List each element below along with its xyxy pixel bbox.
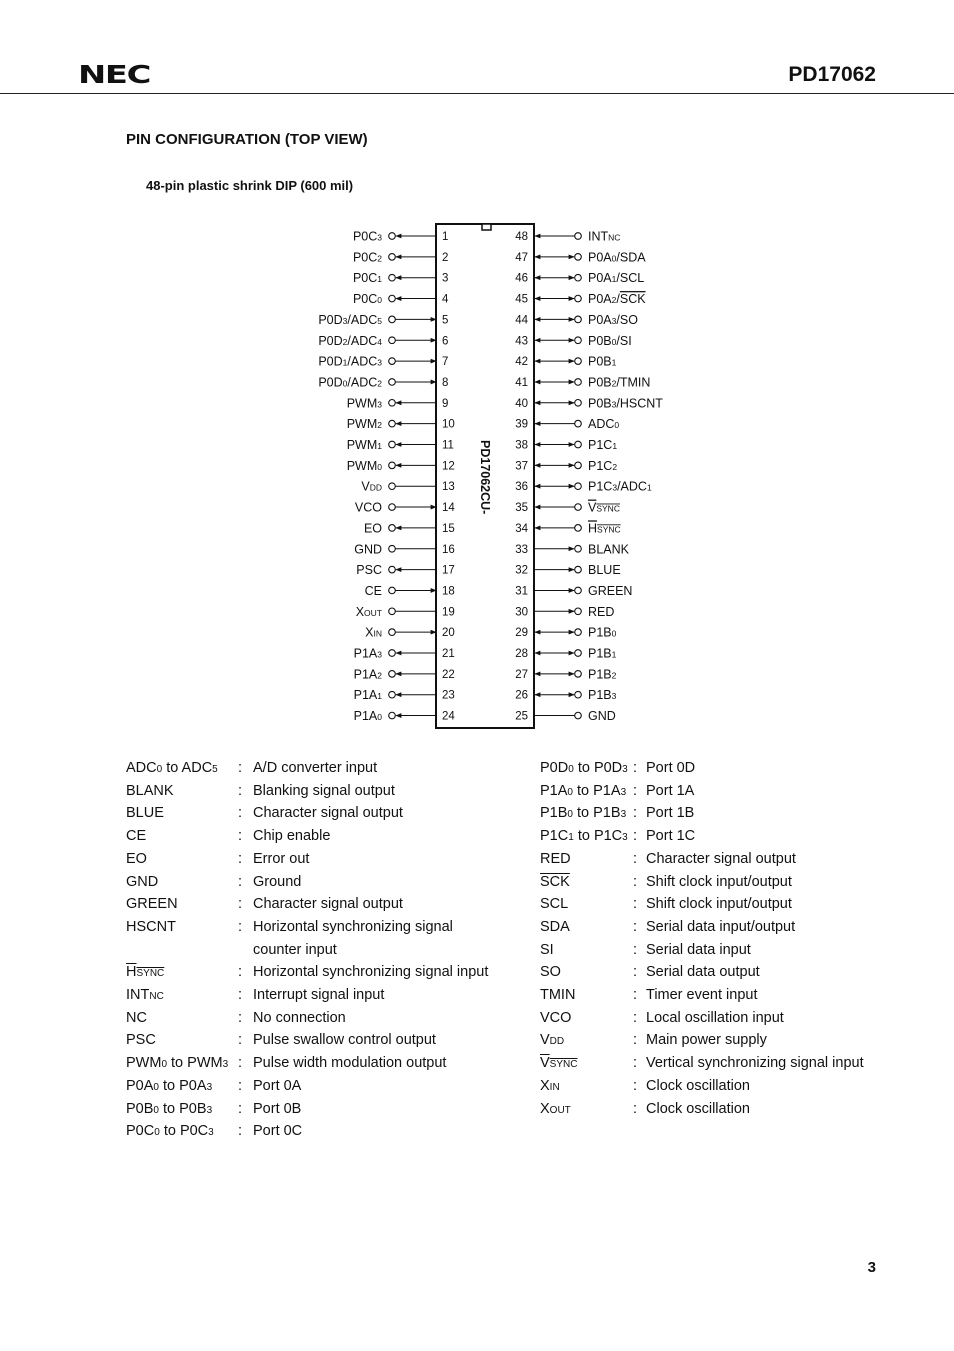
- pin-number: 46: [515, 272, 528, 285]
- pin-number: 37: [515, 460, 528, 473]
- pin-label-left: P1A1: [353, 688, 382, 703]
- pin-label-left: P0C1: [352, 271, 382, 286]
- legend-term: XOUT: [540, 1100, 571, 1117]
- pin-number: 15: [442, 522, 455, 535]
- legend-description: Horizontal synchronizing signal: [253, 918, 453, 935]
- legend-colon: :: [633, 782, 638, 799]
- pin-terminal: [389, 504, 396, 511]
- pin-label-right: BLANK: [588, 542, 629, 557]
- pin-number: 18: [442, 585, 455, 598]
- pin-label-right: P1B2: [588, 667, 617, 682]
- legend-colon: :: [633, 805, 638, 822]
- pin-label-right: P0A2/SCK: [588, 292, 646, 307]
- pin-label-right: P1C2: [588, 458, 618, 473]
- pin-label-left: P0C0: [352, 292, 382, 307]
- legend-term: HSCNT: [126, 918, 176, 935]
- pin-terminal: [389, 295, 396, 302]
- pin-label-right: P1B1: [588, 646, 617, 661]
- legend-term: SDA: [540, 918, 570, 935]
- pin-terminal: [575, 233, 582, 240]
- legend-description: No connection: [253, 1009, 346, 1026]
- pin-terminal: [389, 420, 396, 427]
- pin-terminal: [575, 420, 582, 427]
- pin-terminal: [389, 566, 396, 573]
- pin-label-left: P1A0: [353, 709, 382, 724]
- pin-terminal: [575, 525, 582, 532]
- legend-term: TMIN: [540, 987, 576, 1003]
- pin-number: 32: [515, 564, 528, 577]
- legend-term: VCO: [540, 1009, 572, 1026]
- legend-colon: :: [238, 873, 243, 890]
- legend-term: SO: [540, 964, 561, 981]
- pin-number: 35: [515, 502, 528, 515]
- legend-description: Clock oscillation: [646, 1077, 750, 1094]
- legend-colon: :: [238, 1100, 243, 1117]
- pin-label-left: P0C2: [352, 250, 382, 265]
- legend-colon: :: [238, 1077, 243, 1094]
- pin-terminal: [389, 671, 396, 678]
- pin-label-left: VDD: [361, 479, 382, 494]
- legend-term: P1A0 to P1A3: [540, 782, 627, 799]
- pin-terminal: [575, 587, 582, 594]
- legend-description: Ground: [253, 873, 302, 890]
- pin-terminal: [389, 650, 396, 657]
- legend-term: HSYNC: [126, 964, 165, 981]
- legend-term: CE: [126, 828, 147, 845]
- pin-number: 17: [442, 564, 455, 577]
- pin-number: 1: [442, 231, 449, 243]
- pin-terminal: [575, 608, 582, 615]
- pin-label-right: P1B0: [588, 625, 617, 640]
- legend-colon: :: [238, 918, 243, 935]
- pin-terminal: [575, 483, 582, 490]
- pin-terminal: [575, 566, 582, 573]
- pin-number: 4: [442, 293, 449, 306]
- legend-description: Error out: [253, 850, 310, 867]
- section-title: PIN CONFIGURATION (TOP VIEW): [126, 131, 368, 148]
- legend-colon: :: [633, 941, 638, 958]
- pin-terminal: [389, 379, 396, 386]
- pin-number: 9: [442, 397, 449, 410]
- legend-description: Main power supply: [646, 1032, 767, 1049]
- pin-number: 12: [442, 460, 455, 473]
- pin-label-left: EO: [363, 521, 382, 536]
- pin-number: 36: [515, 481, 528, 494]
- pin-terminal: [575, 441, 582, 448]
- pin-terminal: [575, 671, 582, 678]
- page-number: 3: [867, 1259, 876, 1276]
- pin-label-right: GND: [588, 709, 616, 724]
- pin-number: 21: [442, 648, 455, 660]
- pin-label-right: ADC0: [588, 417, 620, 432]
- legend-description: Chip enable: [253, 828, 331, 845]
- pin-label-right: P0B2/TMIN: [588, 375, 651, 390]
- pin-number: 42: [515, 356, 528, 369]
- pin-terminal: [575, 316, 582, 323]
- legend-description: Serial data input: [646, 941, 751, 958]
- legend-colon: :: [633, 987, 638, 1003]
- pin-terminal: [389, 233, 396, 240]
- legend-description: Serial data input/output: [646, 918, 796, 935]
- pin-number: 14: [442, 502, 455, 515]
- pin-terminal: [575, 274, 582, 281]
- pin-label-left: XOUT: [355, 604, 382, 619]
- pin-number: 8: [442, 376, 449, 389]
- pin-label-left: PWM1: [346, 438, 382, 452]
- legend-term: P0C0 to P0C3: [126, 1123, 214, 1140]
- pin-number: 5: [442, 314, 449, 327]
- pin-number: 28: [515, 648, 528, 660]
- legend-term: BLANK: [126, 782, 174, 799]
- pin-label-right: P1B3: [588, 688, 617, 703]
- legend-term: SI: [540, 941, 554, 958]
- pin-terminal: [389, 254, 396, 261]
- legend-description: Shift clock input/output: [646, 873, 792, 890]
- legend-term: $\overline{SCK}$: [540, 873, 570, 890]
- pin-number: 3: [442, 272, 449, 285]
- pin-terminal: [575, 337, 582, 344]
- pin-number: 43: [515, 335, 528, 348]
- pin-terminal: [575, 545, 582, 552]
- pin-label-right: P0B3/HSCNT: [588, 396, 663, 411]
- pin-terminal: [575, 504, 582, 511]
- pin-number: 38: [515, 439, 528, 452]
- legend-description: counter input: [253, 941, 337, 958]
- pin-label-left: VCO: [354, 500, 382, 515]
- legend-description: Character signal output: [253, 805, 403, 822]
- pin-label-left: P0C3: [352, 229, 382, 244]
- pin-terminal: [389, 525, 396, 532]
- legend-description: Port 0A: [253, 1077, 302, 1094]
- pin-terminal: [389, 608, 396, 615]
- pin-number: 26: [515, 689, 528, 702]
- legend-description: Horizontal synchronizing signal input: [253, 964, 489, 981]
- legend-right: [540, 760, 900, 1130]
- pin-terminal: [389, 587, 396, 594]
- package-title: 48-pin plastic shrink DIP (600 mil): [146, 178, 354, 193]
- legend-colon: :: [238, 1123, 243, 1140]
- pin-label-left: P1A3: [353, 646, 382, 661]
- pin-number: 47: [515, 251, 528, 264]
- pin-label-right: P0B0/SI: [588, 333, 632, 348]
- pin-number: 24: [442, 710, 455, 723]
- legend-term: PWM0 to PWM3: [126, 1055, 229, 1072]
- pin-label-right: VSYNC: [588, 500, 620, 515]
- legend-term: SCL: [540, 896, 569, 913]
- pin-label-right: GREEN: [588, 583, 633, 598]
- pin-terminal: [575, 629, 582, 636]
- legend-colon: :: [238, 850, 243, 867]
- pin-terminal: [389, 337, 396, 344]
- legend-description: Serial data output: [646, 964, 760, 981]
- pin-terminal: [575, 254, 582, 261]
- pin-number: 40: [515, 397, 528, 410]
- legend-description: Local oscillation input: [646, 1009, 784, 1026]
- pin-label-left: PWM0: [346, 458, 382, 473]
- legend-colon: :: [238, 1032, 243, 1049]
- pin-label-right: P0B1: [588, 354, 617, 369]
- pin-number: 19: [442, 606, 455, 619]
- pin-number: 34: [515, 522, 528, 535]
- legend-term: P1C1 to P1C3: [540, 828, 628, 845]
- pin-label-left: P1A2: [353, 667, 382, 682]
- legend-term: VDD: [540, 1032, 565, 1049]
- pin-terminal: [389, 545, 396, 552]
- pin-terminal: [575, 400, 582, 407]
- legend-description: Blanking signal output: [253, 782, 395, 799]
- pin-terminal: [575, 691, 582, 698]
- pin-number: 13: [442, 481, 455, 494]
- legend-colon: :: [238, 1009, 243, 1026]
- pin-terminal: [389, 483, 396, 490]
- legend-description: Timer event input: [646, 987, 758, 1003]
- legend-description: Port 0D: [646, 760, 696, 776]
- pin-number: 29: [515, 627, 528, 640]
- legend-colon: :: [238, 828, 243, 845]
- pin-number: 25: [515, 710, 528, 723]
- legend-term: ADC0 to ADC5: [126, 760, 218, 776]
- pin-number: 44: [515, 314, 528, 327]
- legend-colon: :: [238, 1055, 243, 1072]
- legend-term: P0B0 to P0B3: [126, 1100, 213, 1117]
- pin-number: 48: [515, 231, 528, 243]
- pin-number: 33: [515, 543, 528, 556]
- pin-label-left: XIN: [365, 625, 382, 640]
- pin-label-left: GND: [354, 542, 382, 557]
- legend-colon: :: [633, 896, 638, 913]
- pin-label-right: RED: [588, 604, 615, 619]
- pin-label-left: CE: [364, 583, 382, 598]
- pin-number: 7: [442, 356, 449, 369]
- legend-term: NC: [126, 1009, 147, 1026]
- pin-terminal: [389, 400, 396, 407]
- legend-colon: :: [238, 782, 243, 799]
- legend-colon: :: [238, 964, 243, 981]
- pin-terminal: [575, 650, 582, 657]
- legend-term: GREEN: [126, 896, 178, 913]
- pin-label-right: P0A1/SCL: [588, 271, 645, 286]
- pin-label-right: P1C1: [588, 438, 618, 452]
- legend-colon: :: [633, 1009, 638, 1026]
- legend-description: Pulse swallow control output: [253, 1032, 436, 1049]
- pin-number: 31: [515, 585, 528, 598]
- pin-terminal: [389, 462, 396, 469]
- pin-label-right: HSYNC: [588, 521, 621, 536]
- legend-term: XIN: [540, 1077, 560, 1094]
- pin-label-right: BLUE: [588, 563, 621, 578]
- pin-number: 41: [515, 376, 528, 389]
- legend-description: Port 1B: [646, 805, 695, 822]
- legend-description: Port 0C: [253, 1123, 303, 1140]
- pin-terminal: [575, 295, 582, 302]
- legend-term: VSYNC: [540, 1055, 578, 1072]
- pin-number: 6: [442, 335, 449, 348]
- pin-label-left: PWM2: [346, 417, 382, 432]
- legend-description: Pulse width modulation output: [253, 1055, 447, 1072]
- legend-colon: :: [633, 1077, 638, 1094]
- pin-terminal: [389, 712, 396, 719]
- pin-number: 30: [515, 606, 528, 619]
- legend-colon: :: [633, 1100, 638, 1117]
- pin-number: 16: [442, 543, 455, 556]
- pin-label-left: P0D0/ADC2: [318, 375, 382, 390]
- legend-term: INTNC: [126, 987, 164, 1003]
- pin-label-right: P1C3/ADC1: [588, 479, 652, 494]
- legend-description: Port 1A: [646, 782, 695, 799]
- pin-terminal: [389, 629, 396, 636]
- legend-description: Character signal output: [646, 850, 796, 867]
- legend-colon: :: [238, 805, 243, 822]
- pin-label-right: P0A3/SO: [588, 312, 638, 327]
- pin-number: 11: [442, 439, 454, 452]
- legend-term: P1B0 to P1B3: [540, 805, 627, 822]
- legend-description: Vertical synchronizing signal input: [646, 1055, 864, 1072]
- legend-description: Port 0B: [253, 1100, 302, 1117]
- pin-terminal: [575, 712, 582, 719]
- pin-number: 27: [515, 668, 528, 681]
- legend-description: A/D converter input: [253, 760, 378, 776]
- legend-colon: :: [633, 964, 638, 981]
- nec-logo: NEC: [78, 60, 151, 89]
- pin-number: 45: [515, 293, 528, 306]
- pin-label-right: INTNC: [588, 229, 621, 244]
- legend-colon: :: [633, 760, 638, 776]
- pin-number: 23: [442, 689, 455, 702]
- legend-colon: :: [633, 918, 638, 935]
- legend-term: RED: [540, 850, 571, 867]
- chip-label: PD17062CU-: [478, 440, 492, 515]
- legend-colon: :: [238, 987, 243, 1003]
- legend-description: Interrupt signal input: [253, 987, 385, 1003]
- chip-notch: [482, 224, 491, 230]
- legend-term: EO: [126, 850, 147, 867]
- legend-description: Clock oscillation: [646, 1100, 750, 1117]
- pin-label-left: PSC: [356, 563, 382, 578]
- legend-colon: :: [238, 896, 243, 913]
- pin-number: 22: [442, 668, 455, 681]
- pin-label-left: P0D1/ADC3: [318, 354, 382, 369]
- pin-terminal: [389, 274, 396, 281]
- pin-terminal: [575, 462, 582, 469]
- pin-label-right: P0A0/SDA: [588, 250, 646, 265]
- legend-term: BLUE: [126, 805, 164, 822]
- pin-terminal: [389, 316, 396, 323]
- pin-label-left: P0D3/ADC5: [318, 312, 382, 327]
- pin-terminal: [575, 358, 582, 365]
- pin-terminal: [575, 379, 582, 386]
- pin-terminal: [389, 441, 396, 448]
- legend-term: P0D0 to P0D3: [540, 760, 628, 776]
- legend-description: Port 1C: [646, 828, 696, 845]
- document-id: PD17062: [788, 63, 876, 86]
- legend-term: GND: [126, 873, 159, 890]
- legend-description: Shift clock input/output: [646, 896, 792, 913]
- pin-terminal: [389, 691, 396, 698]
- pin-label-left: PWM3: [346, 396, 382, 411]
- legend-left: [126, 760, 526, 1150]
- pin-number: 10: [442, 418, 455, 431]
- legend-colon: :: [633, 1055, 638, 1072]
- legend-description: Character signal output: [253, 896, 403, 913]
- pin-label-left: P0D2/ADC4: [318, 333, 382, 348]
- pin-terminal: [389, 358, 396, 365]
- pin-number: 2: [442, 251, 449, 264]
- legend-colon: :: [633, 1032, 638, 1049]
- legend-colon: :: [633, 850, 638, 867]
- legend-colon: :: [238, 760, 243, 776]
- pin-number: 20: [442, 627, 455, 640]
- legend-colon: :: [633, 828, 638, 845]
- legend-term: P0A0 to P0A3: [126, 1077, 213, 1094]
- legend-colon: :: [633, 873, 638, 890]
- legend-term: PSC: [126, 1032, 156, 1049]
- pin-number: 39: [515, 418, 528, 431]
